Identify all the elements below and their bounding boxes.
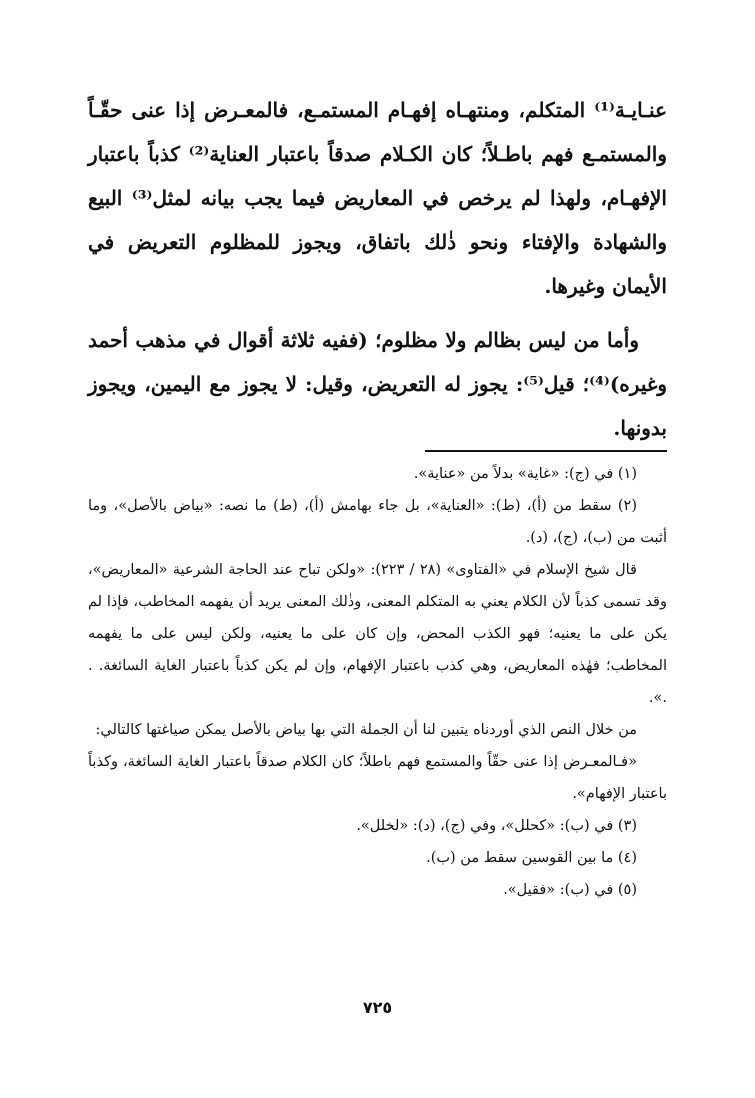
footnote-2: (٢) سقط من (أ)، (ط): «العناية»، بل جاء بهامش (أ)، (ط) ما نصه: «بياض بالأصل»، وما أثبت من (ب)، (ج)، (د). [88,498,667,546]
page-number: ٧٢٥ [362,998,393,1017]
footnote-5: (٥) في (ب): «فقيل». [503,882,637,898]
footnote-separator [425,450,667,452]
main-paragraph-2: وأما من ليس بظالم ولا مظلوم؛ (ففيه ثلاثة أقوال في مذهب أحمد وغيره)⁽⁴⁾؛ قيل⁽⁵⁾: يجوز له التعريض، وقيل: لا يجوز مع اليمين، ويجوز بدونها. [88,328,667,440]
footnote-2-remark: من خلال النص الذي أوردناه يتبين لنا أن الجملة التي بها بياض بالأصل يمكن صياغتها كالتالي: [95,722,637,738]
footnote-4: (٤) ما بين القوسين سقط من (ب). [426,850,637,866]
footnote-2-reconstruction: «فـالمعـرض إذا عنى حقّاً والمستمع فهم باطلاً؛ كان الكلام صدقاً باعتبار الغاية السائغة، وكذباً باعتبار الإفهام». [88,754,667,802]
footnote-1: (١) في (ج): «غاية» بدلاً من «عناية». [413,466,637,482]
main-paragraph-1: عنـايـة⁽¹⁾ المتكلم، ومنتهـاه إفهـام المستمـع، فالمعـرض إذا عنى حقّـاً والمستمـع فهم باطـلاً؛ كان الكـلام صدقاً باعتبار العناية⁽²⁾ كذباً باعتبار الإفهـام، ولهذا لم يرخص في المعاريض فيما يجب بيانه لمثل⁽³⁾ البيع والشهادة والإفتاء ونحو ذٰلك باتفاق، ويجوز للمظلوم التعريض في الأيمان وغيرها. [88,98,667,298]
main-text [88,88,667,450]
footnote-2-quote: قال شيخ الإسلام في «الفتاوى» (٢٨ / ٢٢٣): «ولكن تباح عند الحاجة الشرعية «المعاريض»، وقد تسمى كذباً لأن الكلام يعني به المتكلم المعنى، وذٰلك المعنى يريد أن يفهمه المخاطب، فإذا لم يكن على ما يعنيه؛ فهو الكذب المحض، وإن كان على ما يعنيه، ولكن ليس على ما يفهمه المخاطب؛ فهٰذه المعاريض، وهي كذب باعتبار الإفهام، وإن لم يكن كذباً باعتبار الغاية السائغة. . .». [88,562,667,706]
footnote-3: (٣) في (ب): «كحلل»، وفي (ج)، (د): «لخلل». [356,818,637,834]
footnotes [88,458,667,906]
